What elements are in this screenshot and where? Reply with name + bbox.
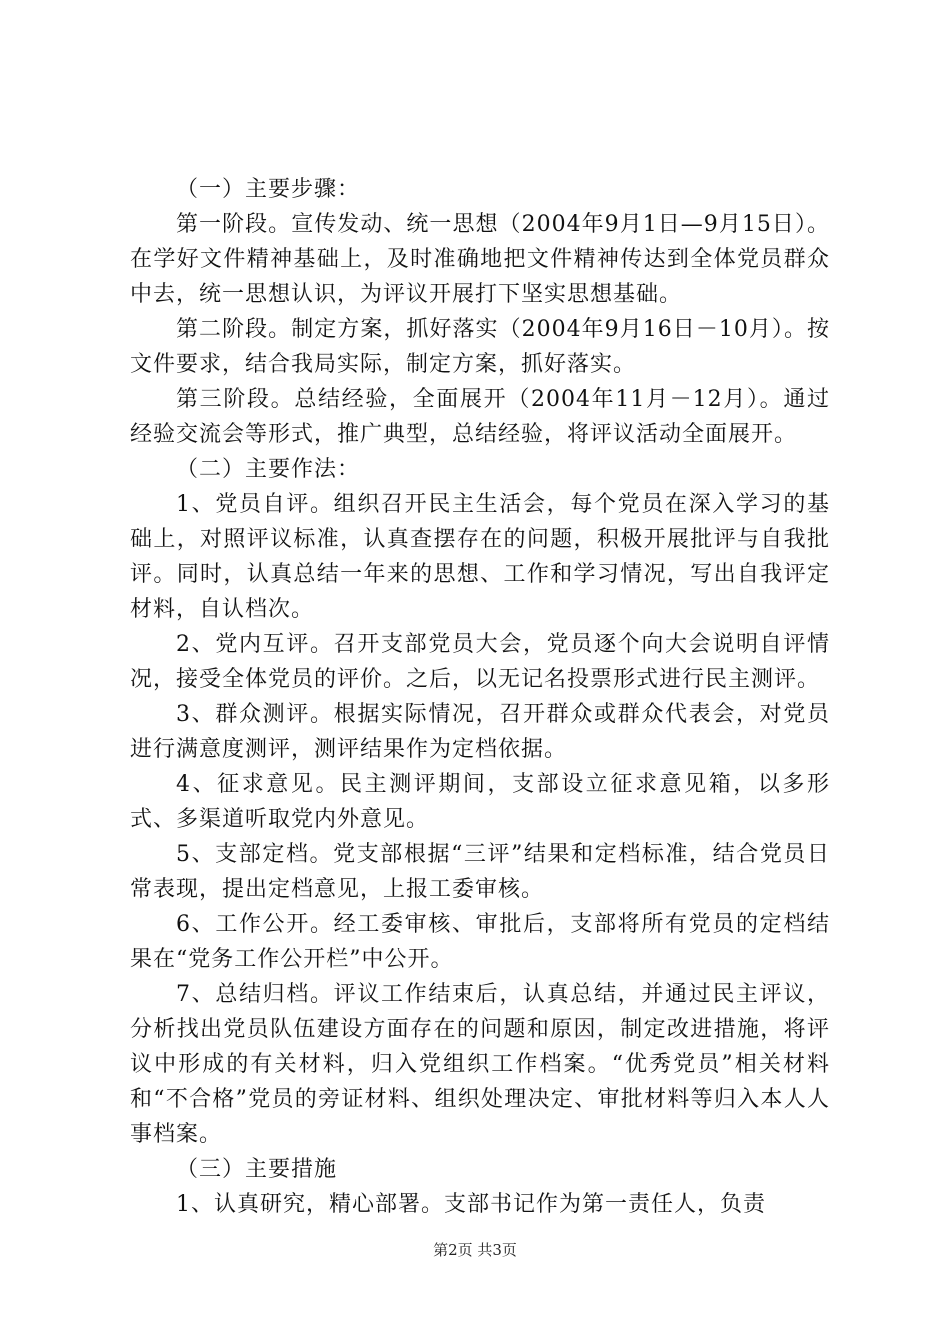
paragraph-method-4: 4、征求意见。民主测评期间，支部设立征求意见箱，以多形式、多渠道听取党内外意见。 (130, 772, 830, 832)
paragraph-method-1: 1、党员自评。组织召开民主生活会，每个党员在深入学习的基础上，对照评议标准，认真查摆存在的问题，积极开展批评与自我批评。同时，认真总结一年来的思想、工作和学习情况，写出自我评定材料，自认档次。 (130, 492, 830, 622)
paragraph-method-5: 5、支部定档。党支部根据“三评”结果和定档标准，结合党员日常表现，提出定档意见，上报工委审核。 (130, 842, 830, 902)
page-footer: 第2页 共3页 (433, 1241, 517, 1259)
paragraph-measure-1: 1、认真研究，精心部署。支部书记作为第一责任人，负责 (176, 1192, 766, 1217)
paragraph-stage-3: 第三阶段。总结经验，全面展开（2004年11月－12月）。通过经验交流会等形式，推广典型，总结经验，将评议活动全面展开。 (130, 387, 830, 447)
paragraph-method-2: 2、党内互评。召开支部党员大会，党员逐个向大会说明自评情况，接受全体党员的评价。之后，以无记名投票形式进行民主测评。 (130, 632, 830, 692)
paragraph-stage-2: 第二阶段。制定方案，抓好落实（2004年9月16日－10月）。按文件要求，结合我局实际，制定方案，抓好落实。 (130, 317, 830, 377)
section-heading-methods: （二）主要作法： (176, 457, 361, 482)
section-heading-steps: （一）主要步骤： (176, 177, 361, 202)
paragraph-method-3: 3、群众测评。根据实际情况，召开群众或群众代表会，对党员进行满意度测评，测评结果作为定档依据。 (130, 702, 830, 762)
paragraph-method-7: 7、总结归档。评议工作结束后，认真总结，并通过民主评议，分析找出党员队伍建设方面存在的问题和原因，制定改进措施，将评议中形成的有关材料，归入党组织工作档案。“优秀党员”相关材料和“不合格”党员的旁证材料、组织处理决定、审批材料等归入本人人事档案。 (130, 982, 830, 1147)
document-body (130, 172, 830, 1222)
section-heading-measures: （三）主要措施 (176, 1157, 338, 1182)
paragraph-stage-1: 第一阶段。宣传发动、统一思想（2004年9月1日—9月15日）。在学好文件精神基础上，及时准确地把文件精神传达到全体党员群众中去，统一思想认识，为评议开展打下坚实思想基础。 (130, 212, 830, 307)
paragraph-method-6: 6、工作公开。经工委审核、审批后，支部将所有党员的定档结果在“党务工作公开栏”中公开。 (130, 912, 830, 972)
